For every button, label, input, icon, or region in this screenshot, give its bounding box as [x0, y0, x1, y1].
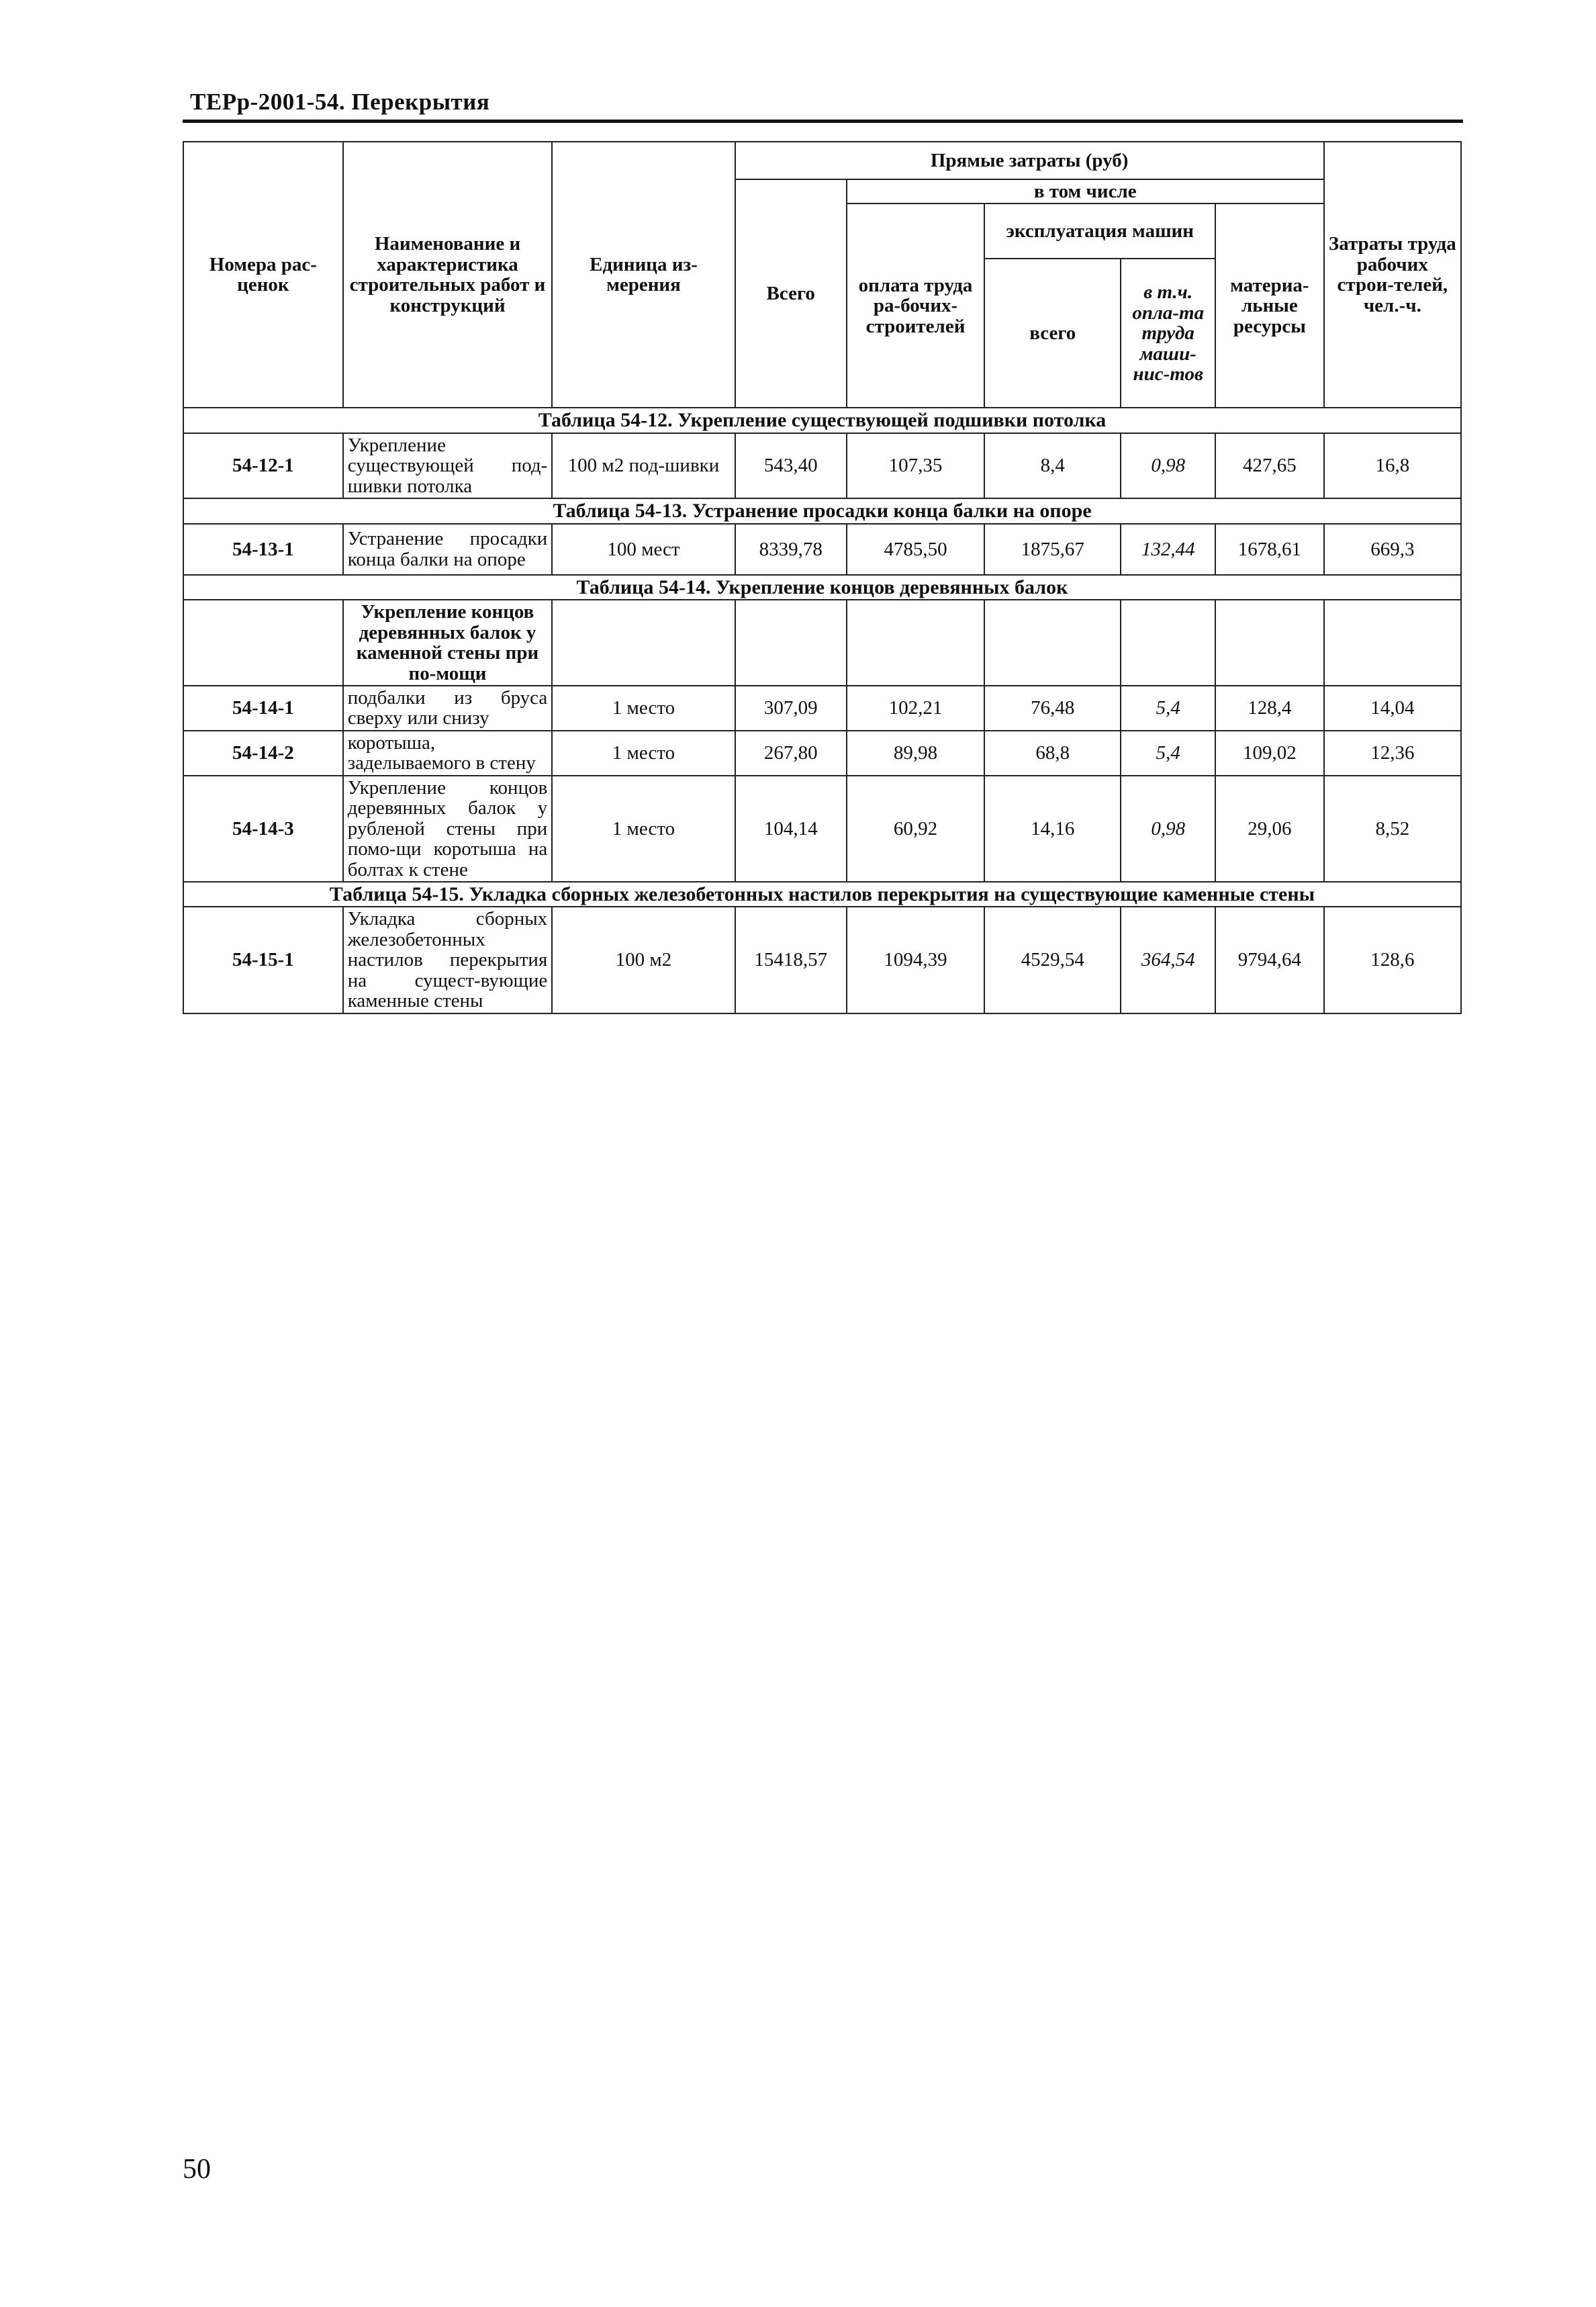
row-unit: 1 место — [552, 776, 735, 882]
row-unit: 100 м2 — [552, 907, 735, 1013]
header-materials: материа-льные ресурсы — [1215, 203, 1324, 408]
row-name: Укрепление концов деревянных балок у рубленой стены при помо-щи коротыша на болтах к стене — [343, 776, 553, 882]
row-machinist-pay: 5,4 — [1121, 686, 1215, 731]
row-machinist-pay: 0,98 — [1121, 776, 1215, 882]
page-number: 50 — [183, 2154, 211, 2185]
row-labor-pay: 60,92 — [847, 776, 984, 882]
row-unit: 1 место — [552, 686, 735, 731]
row-labor-pay: 89,98 — [847, 731, 984, 776]
row-materials: 1678,61 — [1215, 524, 1324, 575]
header-total: Всего — [735, 179, 847, 408]
table-row — [183, 731, 1461, 776]
table-row — [183, 433, 1461, 498]
running-header: ТЕРр-2001-54. Перекрытия — [190, 89, 490, 115]
group-heading-row — [183, 600, 1461, 686]
row-materials: 427,65 — [1215, 433, 1324, 498]
row-labor-hours: 128,6 — [1324, 907, 1461, 1013]
row-total: 15418,57 — [735, 907, 847, 1013]
row-machine-total: 8,4 — [984, 433, 1121, 498]
row-machine-total: 4529,54 — [984, 907, 1121, 1013]
row-labor-pay: 107,35 — [847, 433, 984, 498]
row-labor-hours: 8,52 — [1324, 776, 1461, 882]
row-name: подбалки из бруса сверху или снизу — [343, 686, 553, 731]
header-including: в том числе — [847, 179, 1324, 203]
header-direct-costs: Прямые затраты (руб) — [735, 142, 1324, 179]
section-title: Таблица 54-12. Укрепление существующей подшивки потолка — [183, 408, 1461, 433]
row-machine-total: 1875,67 — [984, 524, 1121, 575]
header-unit: Единица из-мерения — [552, 142, 735, 408]
header-code: Номера рас-ценок — [183, 142, 343, 408]
row-code: 54-14-3 — [183, 776, 343, 882]
header-labor-hours: Затраты труда рабочих строи-телей, чел.-ч. — [1324, 142, 1461, 408]
row-code: 54-12-1 — [183, 433, 343, 498]
row-machinist-pay: 5,4 — [1121, 731, 1215, 776]
table-row — [183, 524, 1461, 575]
table-row — [183, 686, 1461, 731]
header-rule — [183, 120, 1463, 123]
row-labor-pay: 1094,39 — [847, 907, 984, 1013]
row-machinist-pay: 364,54 — [1121, 907, 1215, 1013]
row-name: Укрепление существующей под-шивки потолка — [343, 433, 553, 498]
row-machine-total: 68,8 — [984, 731, 1121, 776]
section-title: Таблица 54-13. Устранение просадки конца балки на опоре — [183, 498, 1461, 524]
row-machinist-pay: 132,44 — [1121, 524, 1215, 575]
row-machine-total: 14,16 — [984, 776, 1121, 882]
row-name: Устранение просадки конца балки на опоре — [343, 524, 553, 575]
row-materials: 109,02 — [1215, 731, 1324, 776]
group-heading: Укрепление концов деревянных балок у каменной стены при по-мощи — [343, 600, 553, 686]
row-code: 54-13-1 — [183, 524, 343, 575]
row-total: 543,40 — [735, 433, 847, 498]
row-name: коротыша, заделываемого в стену — [343, 731, 553, 776]
row-labor-hours: 16,8 — [1324, 433, 1461, 498]
row-unit: 1 место — [552, 731, 735, 776]
row-machinist-pay: 0,98 — [1121, 433, 1215, 498]
row-materials: 29,06 — [1215, 776, 1324, 882]
header-name: Наименование и характеристика строительных работ и конструкций — [343, 142, 553, 408]
header-labor-pay: оплата труда ра-бочих-строителей — [847, 203, 984, 408]
header-machine-ops: эксплуатация машин — [984, 203, 1215, 259]
row-name: Укладка сборных железобетонных настилов перекрытия на сущест-вующие каменные стены — [343, 907, 553, 1013]
row-unit: 100 мест — [552, 524, 735, 575]
row-total: 307,09 — [735, 686, 847, 731]
row-total: 104,14 — [735, 776, 847, 882]
row-code: 54-15-1 — [183, 907, 343, 1013]
row-total: 8339,78 — [735, 524, 847, 575]
row-total: 267,80 — [735, 731, 847, 776]
row-machine-total: 76,48 — [984, 686, 1121, 731]
row-materials: 9794,64 — [1215, 907, 1324, 1013]
header-machine-total: всего — [984, 259, 1121, 408]
section-title: Таблица 54-14. Укрепление концов деревянных балок — [183, 575, 1461, 600]
row-labor-hours: 669,3 — [1324, 524, 1461, 575]
section-title: Таблица 54-15. Укладка сборных железобетонных настилов перекрытия на существующие каменные стены — [183, 882, 1461, 907]
row-code: 54-14-1 — [183, 686, 343, 731]
row-code: 54-14-2 — [183, 731, 343, 776]
row-unit: 100 м2 под-шивки — [552, 433, 735, 498]
price-table — [183, 141, 1462, 1014]
table-row — [183, 776, 1461, 882]
table-row — [183, 907, 1461, 1013]
row-materials: 128,4 — [1215, 686, 1324, 731]
row-labor-pay: 4785,50 — [847, 524, 984, 575]
row-labor-hours: 12,36 — [1324, 731, 1461, 776]
row-labor-hours: 14,04 — [1324, 686, 1461, 731]
header-machinist-pay: в т.ч. опла-та труда маши-нис-тов — [1121, 259, 1215, 408]
row-labor-pay: 102,21 — [847, 686, 984, 731]
